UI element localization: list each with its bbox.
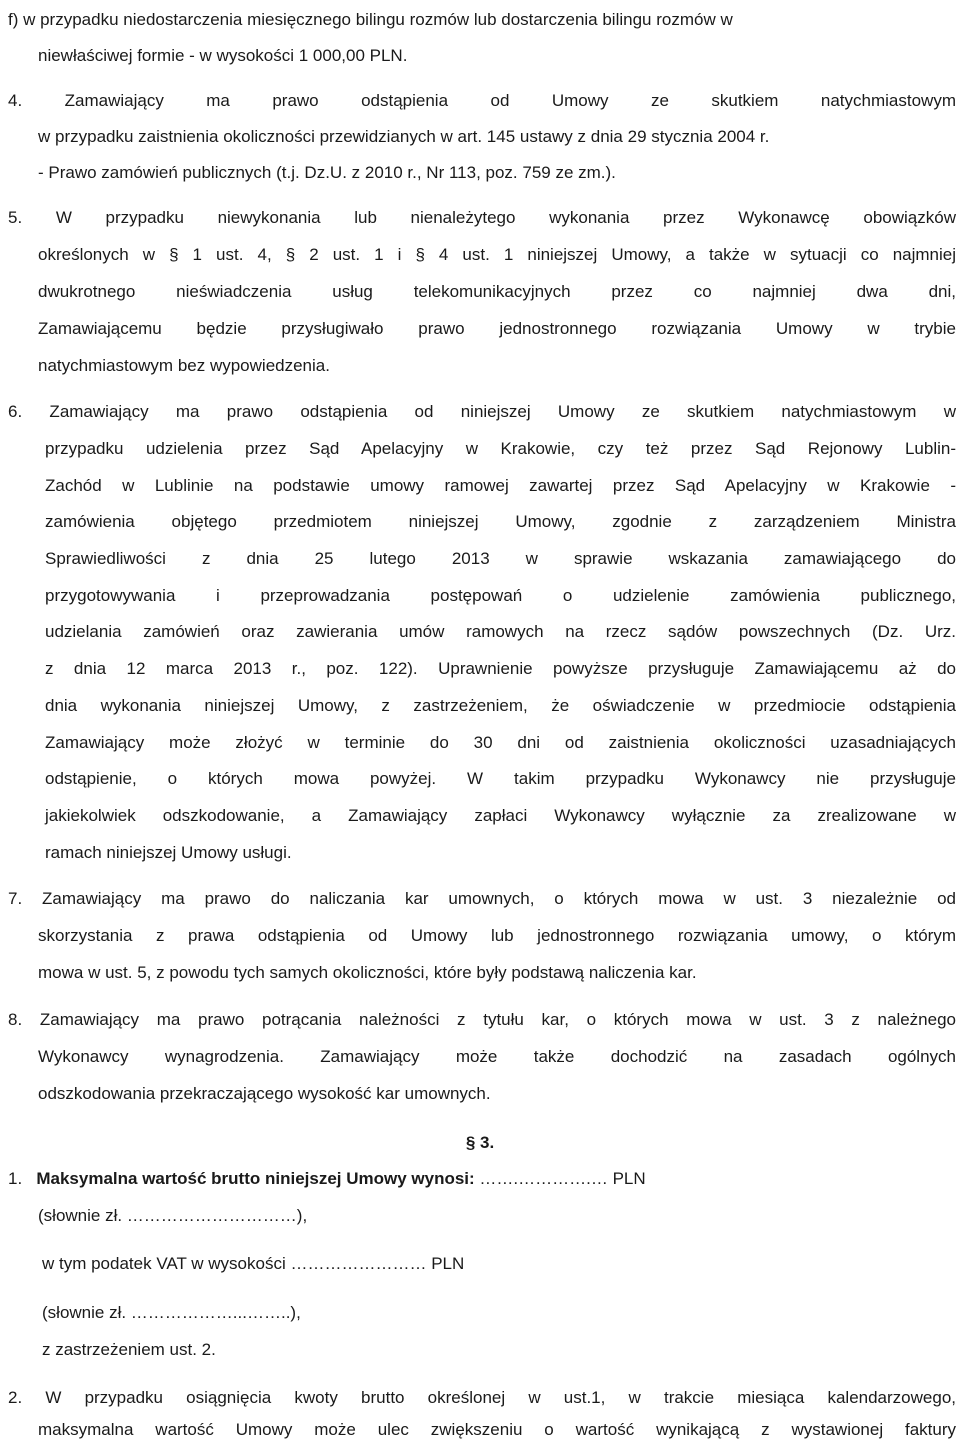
paragraph-line: Wykonawcy wynagrodzenia. Zamawiający może także dochodzić na zasadach ogólnych — [38, 1047, 956, 1066]
paragraph-line: 7. Zamawiający ma prawo do naliczania kar umownych, o których mowa w ust. 3 niezależnie od — [8, 889, 956, 908]
paragraph-line: określonych w § 1 ust. 4, § 2 ust. 1 i § 4 ust. 1 niniejszej Umowy, a także w sytuacji co najmniej — [38, 245, 956, 264]
paragraph-line: ramach niniejszej Umowy usługi. — [45, 843, 292, 862]
vat-line: w tym podatek VAT w wysokości …………………… PLN — [42, 1254, 465, 1273]
paragraph-line: dnia wykonania niniejszej Umowy, z zastrzeżeniem, że oświadczenie w przedmiocie odstąpienia — [45, 696, 956, 715]
paragraph-line: niewłaściwej formie - w wysokości 1 000,00 PLN. — [38, 46, 408, 65]
paragraph-line: z dnia 12 marca 2013 r., poz. 122). Uprawnienie powyższe przysługuje Zamawiającemu aż do — [45, 659, 956, 678]
paragraph-line: w przypadku zaistnienia okoliczności przewidzianych w art. 145 ustawy z dnia 29 stycznia 2004 r. — [38, 127, 770, 146]
paragraph-line: przygotowywania i przeprowadzania postępowań o udzielenie zamówienia publicznego, — [45, 586, 956, 605]
reservation-line: z zastrzeżeniem ust. 2. — [42, 1340, 216, 1359]
section-heading: § 3. — [465, 1133, 495, 1152]
paragraph-line: mowa w ust. 5, z powodu tych samych okoliczności, które były podstawą naliczenia kar. — [38, 963, 697, 982]
paragraph-line: 6. Zamawiający ma prawo odstąpienia od niniejszej Umowy ze skutkiem natychmiastowym w — [8, 402, 956, 421]
paragraph-line: jakiekolwiek odszkodowanie, a Zamawiający zapłaci Wykonawcy wyłącznie za zrealizowane w — [45, 806, 956, 825]
paragraph-line: przypadku udzielenia przez Sąd Apelacyjny w Krakowie, czy też przez Sąd Rejonowy Lublin- — [45, 439, 956, 458]
paragraph-line: 5. W przypadku niewykonania lub nienależytego wykonania przez Wykonawcę obowiązków — [8, 208, 956, 227]
paragraph-line: - Prawo zamówień publicznych (t.j. Dz.U. z 2010 r., Nr 113, poz. 759 ze zm.). — [38, 163, 616, 182]
paragraph-line: 8. Zamawiający ma prawo potrącania należności z tytułu kar, o których mowa w ust. 3 z należnego — [8, 1010, 956, 1029]
paragraph-line: 4. Zamawiający ma prawo odstąpienia od Umowy ze skutkiem natychmiastowym — [8, 91, 956, 110]
paragraph-line: odszkodowania przekraczającego wysokość kar umownych. — [38, 1084, 491, 1103]
paragraph-line: dwukrotnego nieświadczenia usług telekomunikacyjnych przez co najmniej dwa dni, — [38, 282, 956, 301]
paragraph-line: odstąpienie, o których mowa powyżej. W takim przypadku Wykonawcy nie przysługuje — [45, 769, 956, 788]
paragraph-line: Sprawiedliwości z dnia 25 lutego 2013 w sprawie wskazania zamawiającego do — [45, 549, 956, 568]
item-number: 1. — [8, 1169, 23, 1188]
vat-in-words: (słownie zł. ………………...……..), — [42, 1303, 301, 1322]
max-value-label: Maksymalna wartość brutto niniejszej Umowy wynosi: — [36, 1169, 475, 1188]
amount-in-words: (słownie zł. …………………………), — [38, 1206, 308, 1225]
paragraph-line: zamówienia objętego przedmiotem niniejszej Umowy, zgodnie z zarządzeniem Ministra — [45, 512, 956, 531]
paragraph-line: f) w przypadku niedostarczenia miesięcznego bilingu rozmów lub dostarczenia bilingu rozmów w — [8, 10, 733, 29]
paragraph-line: maksymalna wartość Umowy może ulec zwiększeniu o wartość wynikającą z wystawionej faktury — [38, 1420, 956, 1439]
paragraph-line: udzielania zamówień oraz zawierania umów ramowych na rzecz sądów powszechnych (Dz. Urz. — [45, 622, 956, 641]
paragraph-line: Zamawiającemu będzie przysługiwało prawo jednostronnego rozwiązania Umowy w trybie — [38, 319, 956, 338]
paragraph-line: skorzystania z prawa odstąpienia od Umowy lub jednostronnego rozwiązania umowy, o którym — [38, 926, 956, 945]
paragraph-line: 2. W przypadku osiągnięcia kwoty brutto określonej w ust.1, w trakcie miesiąca kalendarzowego, — [8, 1388, 956, 1407]
value-line — [8, 1169, 646, 1189]
paragraph-line: natychmiastowym bez wypowiedzenia. — [38, 356, 330, 375]
paragraph-line: Zachód w Lublinie na podstawie umowy ramowej zawartej przez Sąd Apelacyjny w Krakowie - — [45, 476, 956, 495]
paragraph-line: Zamawiający może złożyć w terminie do 30 dni od zaistnienia okoliczności uzasadniających — [45, 733, 956, 752]
max-value-amount: …….………….… PLN — [474, 1169, 646, 1188]
